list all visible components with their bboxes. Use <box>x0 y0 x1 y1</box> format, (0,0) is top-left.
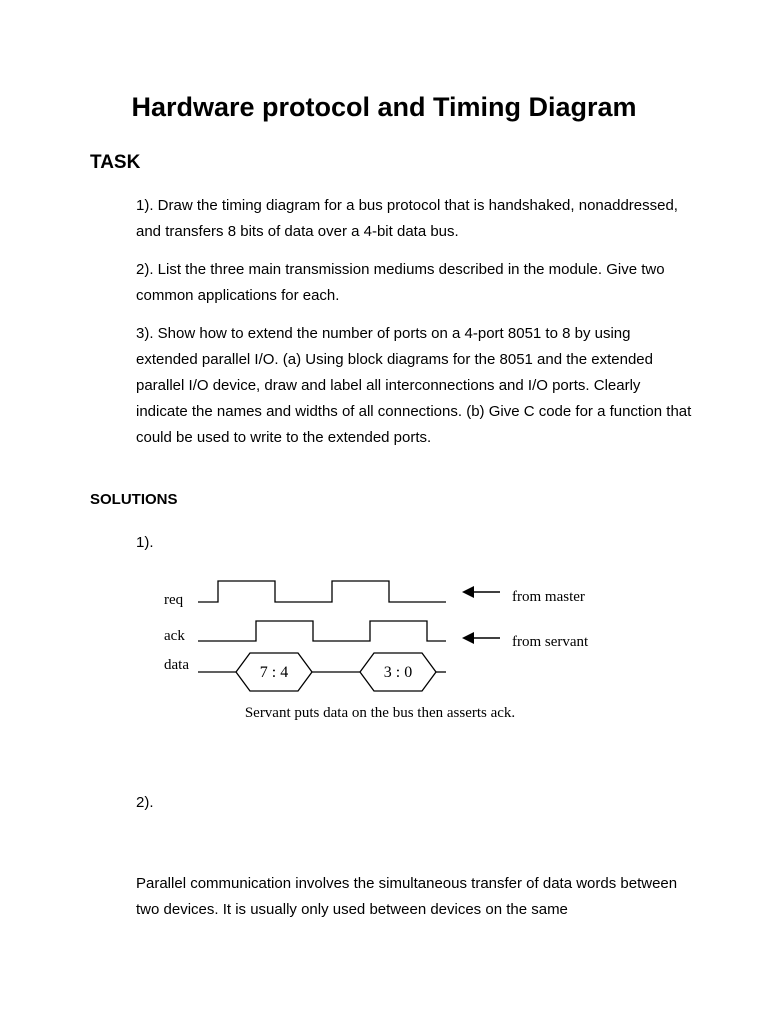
req-waveform <box>198 581 446 602</box>
solutions-heading: SOLUTIONS <box>90 491 178 508</box>
timing-diagram <box>150 565 620 725</box>
question-3: 3). Show how to extend the number of ports on a 4-port 8051 to 8 by using extended parallel I/O. (a) Using block diagrams for the 8051 and the extended parallel I/O device, draw and label all interconnections and I/O ports. Clearly indicate the names and widths of all connections. (b) Give C code for a function that could be used to write to the extended ports. <box>136 325 692 446</box>
question-2: 2). List the three main transmission mediums described in the module. Give two common applications for each. <box>136 261 665 304</box>
solution-1-label: 1). <box>136 534 154 551</box>
ack-waveform <box>198 621 446 641</box>
signal-label-req: req <box>164 592 184 608</box>
data-value-low: 3 : 0 <box>383 664 413 681</box>
task-heading: TASK <box>90 152 141 173</box>
annotation-from-master: from master <box>512 589 585 605</box>
annotation-from-servant: from servant <box>512 634 589 650</box>
question-1: 1). Draw the timing diagram for a bus protocol that is handshaked, nonaddressed, and transfers 8 bits of data over a 4-bit data bus. <box>136 197 678 240</box>
data-value-high: 7 : 4 <box>259 664 289 681</box>
signal-label-data: data <box>164 657 189 673</box>
page-title: Hardware protocol and Timing Diagram <box>131 92 637 122</box>
solution-2-label: 2). <box>136 794 154 811</box>
arrow-from-servant-icon <box>462 632 500 644</box>
arrow-from-master-icon <box>462 586 500 598</box>
diagram-caption: Servant puts data on the bus then asserts ack. <box>244 705 516 721</box>
signal-label-ack: ack <box>164 628 185 644</box>
solution-2-text: Parallel communication involves the simultaneous transfer of data words between two devices. It is usually only used between devices on the same <box>136 875 678 918</box>
